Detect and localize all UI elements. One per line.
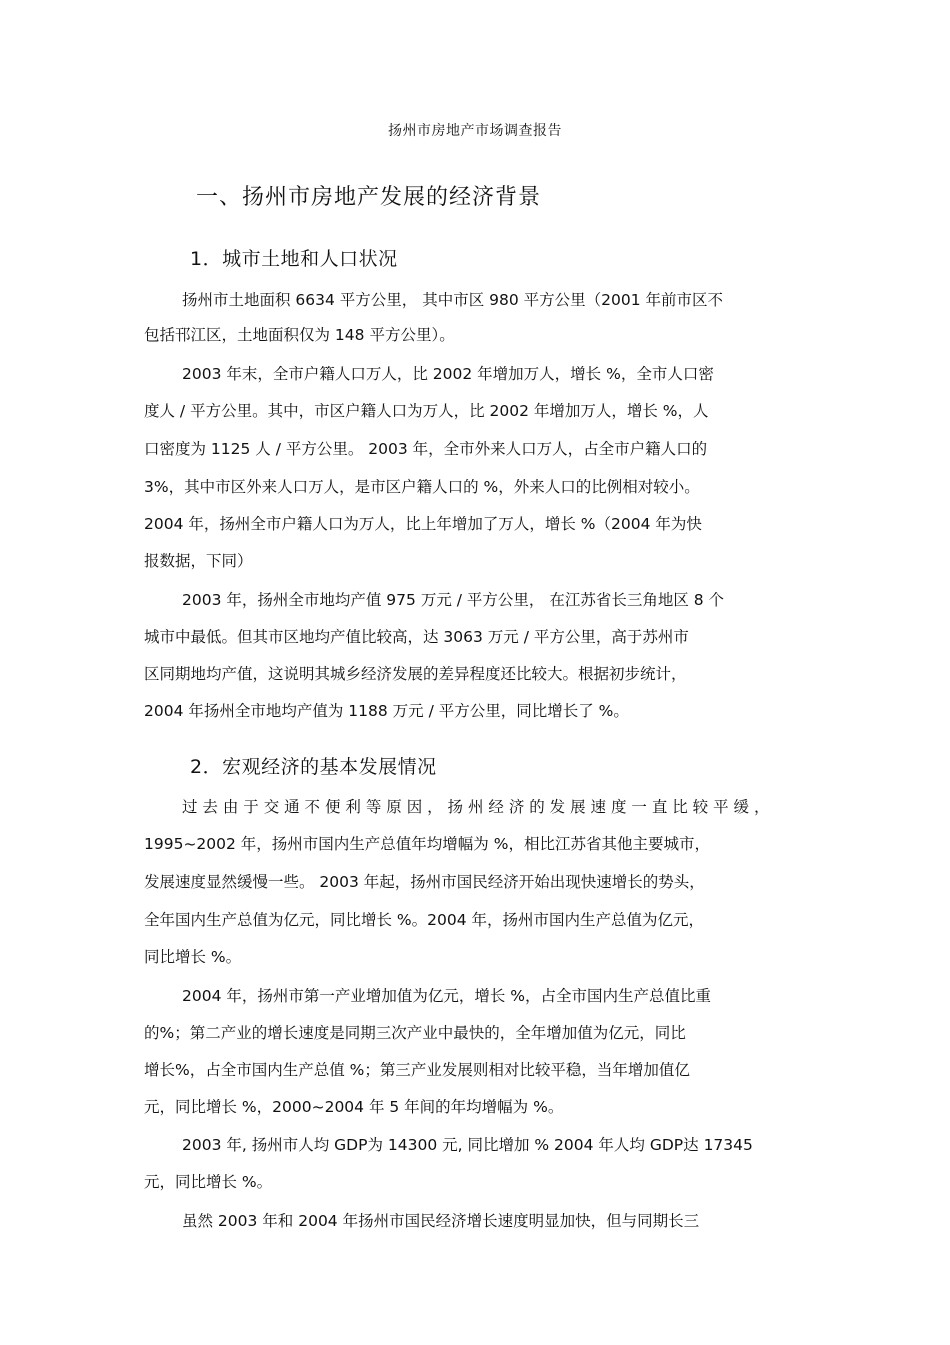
paragraph-line: 报数据，下同） [144,552,253,570]
paragraph-line: 2004 年扬州全市地均产值为 1188 万元 / 平方公里，同比增长了 %。 [144,702,629,720]
paragraph-line: 全年国内生产总值为亿元，同比增长 %。2004 年，扬州市国内生产总值为亿元， [144,911,705,929]
paragraph-line: 2003 年，扬州全市地均产值 975 万元 / 平方公里， 在江苏省长三角地区 8 个 [182,591,725,609]
subsection-heading-land-population: 1．城市土地和人口状况 [190,248,398,270]
paragraph-line: 的%；第二产业的增长速度是同期三次产业中最快的，全年增加值为亿元，同比 [144,1024,686,1042]
paragraph-line: 2003 年末，全市户籍人口万人，比 2002 年增加万人，增长 %，全市人口密 [182,365,714,383]
paragraph-line: 口密度为 1125 人 / 平方公里。 2003 年，全市外来人口万人，占全市户籍人口的 [144,440,708,458]
subsection-heading-macro-economy: 2．宏观经济的基本发展情况 [190,756,437,778]
paragraph-line: 同比增长 %。 [144,948,242,966]
paragraph-line: 3%，其中市区外来人口万人，是市区户籍人口的 %，外来人口的比例相对较小。 [144,478,700,496]
document-title: 扬州市房地产市场调查报告 [388,123,562,139]
paragraph-line: 2004 年，扬州全市户籍人口为万人，比上年增加了万人，增长 %（2004 年为快 [144,515,702,533]
paragraph-line: 区同期地均产值，这说明其城乡经济发展的差异程度还比较大。根据初步统计， [144,665,687,683]
paragraph-line: 度人 / 平方公里。其中，市区户籍人口为万人，比 2002 年增加万人，增长 %，人 [144,402,709,420]
paragraph-line: 元，同比增长 %，2000~2004 年 5 年间的年均增幅为 %。 [144,1098,564,1116]
paragraph-line: 2003 年, 扬州市人均 GDP为 14300 元, 同比增加 % 2004 年人均 GDP达 17345 [182,1136,753,1154]
paragraph-line: 虽然 2003 年和 2004 年扬州市国民经济增长速度明显加快，但与同期长三 [182,1212,700,1230]
section-heading: 一、扬州市房地产发展的经济背景 [196,185,542,210]
paragraph-line: 2004 年，扬州市第一产业增加值为亿元，增长 %，占全市国内生产总值比重 [182,987,712,1005]
paragraph-line: 元，同比增长 %。 [144,1173,273,1191]
paragraph-line: 城市中最低。但其市区地均产值比较高，达 3063 万元 / 平方公里，高于苏州市 [144,628,689,646]
paragraph-line: 1995~2002 年，扬州市国内生产总值年均增幅为 %，相比江苏省其他主要城市， [144,835,710,853]
paragraph-line: 过 去 由 于 交 通 不 便 利 等 原 因 ， 扬 州 经 济 的 发 展 速 度 一 直 比 较 平 缓 ， [182,798,770,816]
paragraph-line: 发展速度显然缓慢一些。 2003 年起，扬州市国民经济开始出现快速增长的势头， [144,873,705,891]
paragraph-line: 增长%，占全市国内生产总值 %；第三产业发展则相对比较平稳，当年增加值亿 [144,1061,690,1079]
paragraph-line: 扬州市土地面积 6634 平方公里， 其中市区 980 平方公里（2001 年前市区不 [182,291,724,309]
paragraph-line: 包括邗江区，土地面积仅为 148 平方公里）。 [144,326,455,344]
